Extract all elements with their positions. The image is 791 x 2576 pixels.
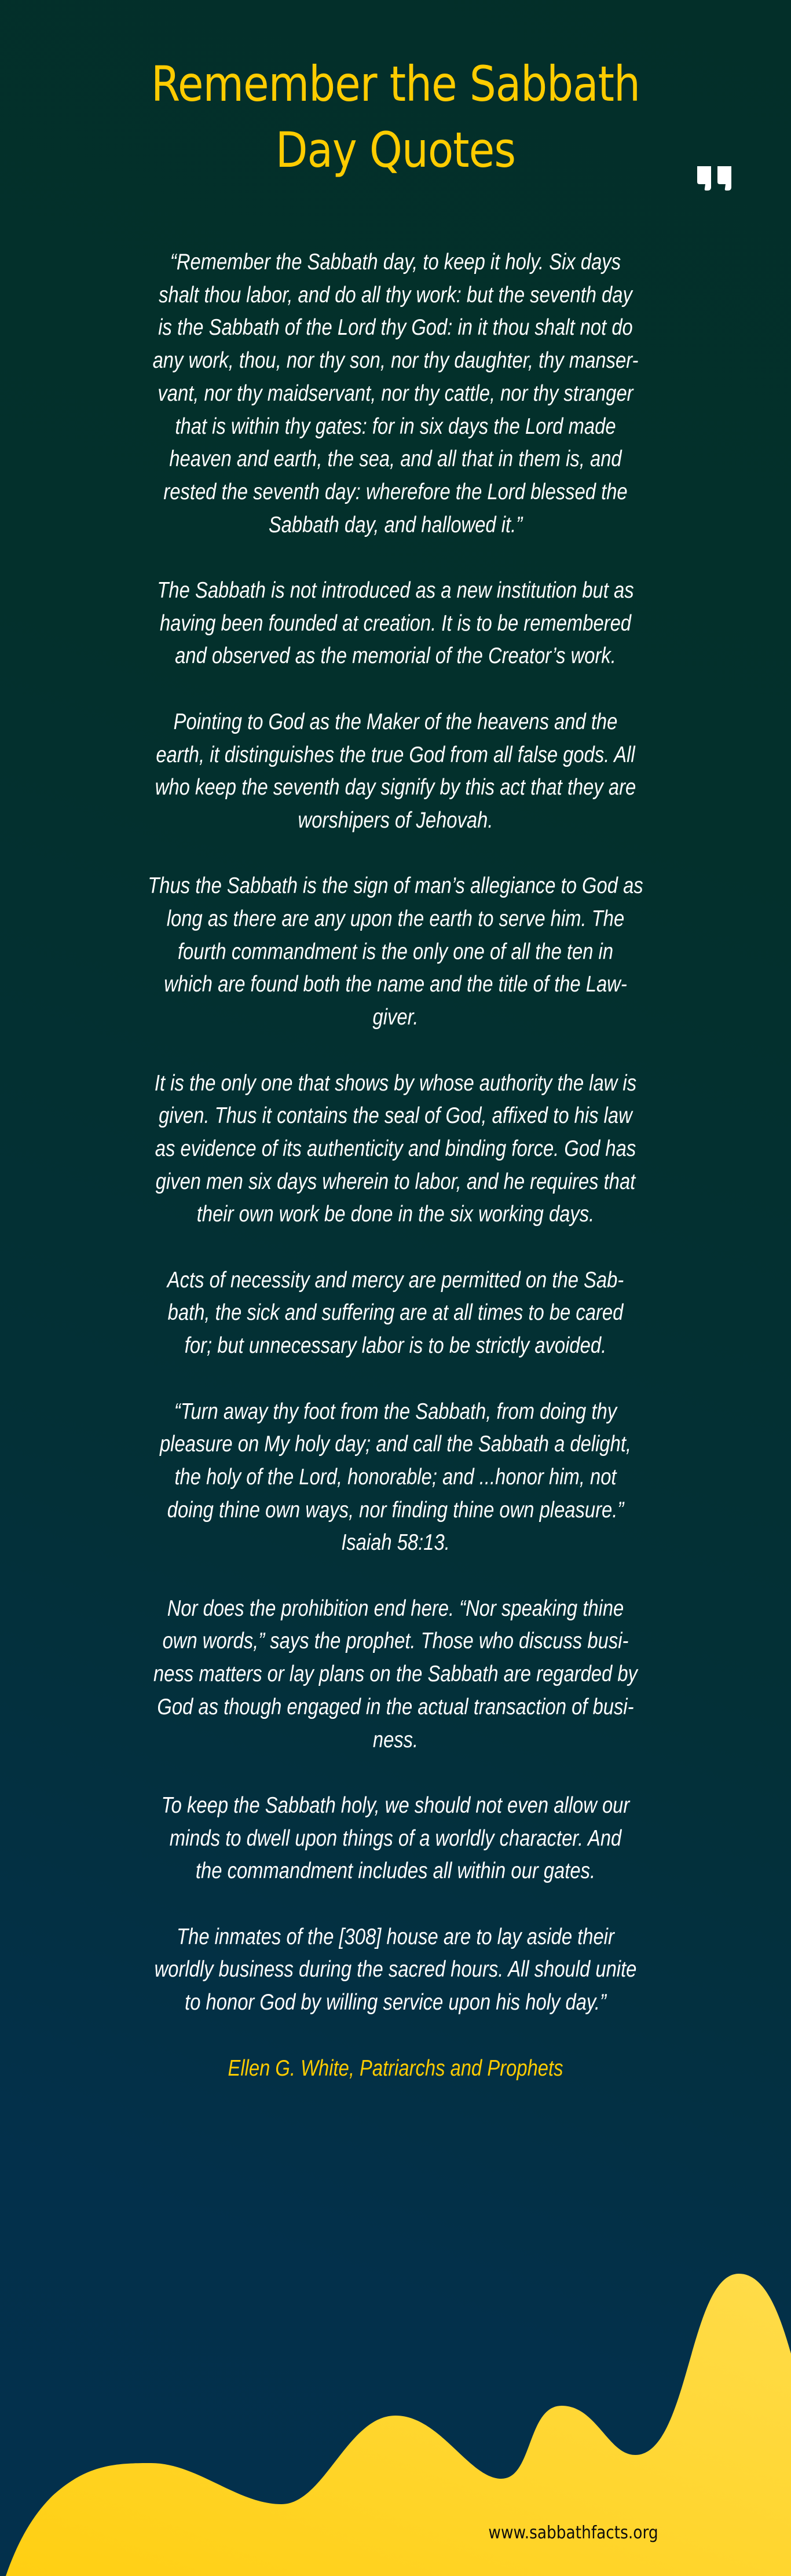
title-line-1: Remember the Sabbath bbox=[151, 56, 640, 112]
author-citation: Ellen G. White, Patriarchs and Prophets bbox=[228, 2055, 563, 2081]
text-line: is the Sabbath of the Lord thy God: in it thou shalt not do bbox=[158, 315, 633, 341]
text-line: for; but unnecessary labor is to be strictly avoided. bbox=[184, 1333, 607, 1359]
text-line: that is within thy gates: for in six days the Lord made bbox=[175, 414, 616, 439]
text-line: “Turn away thy foot from the Sabbath, from doing thy bbox=[174, 1399, 617, 1424]
text-line: own words,” says the prophet. Those who discuss busi- bbox=[162, 1629, 629, 1654]
text-line: Pointing to God as the Maker of the heavens and the bbox=[173, 709, 618, 734]
text-line: given. Thus it contains the seal of God, affixed to his law bbox=[159, 1103, 632, 1129]
paragraph-2 bbox=[77, 575, 714, 673]
paragraph-3 bbox=[77, 706, 714, 837]
text-line: minds to dwell upon things of a worldly character. And bbox=[169, 1825, 622, 1851]
text-line: ness. bbox=[372, 1727, 419, 1752]
text-line: fourth commandment is the only one of all the ten in bbox=[177, 939, 614, 964]
page-title bbox=[56, 51, 736, 183]
text-line: long as there are any upon the earth to serve him. The bbox=[166, 906, 625, 932]
text-line: heaven and earth, the sea, and all that in them is, and bbox=[169, 447, 622, 472]
text-line: having been founded at creation. It is to be remembered bbox=[159, 610, 632, 636]
text-line: worshipers of Jehovah. bbox=[298, 807, 493, 833]
text-line: and observed as the memorial of the Creator’s work. bbox=[175, 643, 616, 669]
website-link[interactable]: www.sabbathfacts.org bbox=[488, 2523, 658, 2543]
text-line: shalt thou labor, and do all thy work: but the seventh day bbox=[159, 282, 632, 308]
text-line: earth, it distinguishes the true God from all false gods. All bbox=[156, 742, 635, 767]
text-line: Acts of necessity and mercy are permitted on the Sab- bbox=[167, 1267, 624, 1293]
text-line: To keep the Sabbath holy, we should not even allow our bbox=[161, 1792, 630, 1818]
text-line: Nor does the prohibition end here. “Nor speaking thine bbox=[167, 1596, 624, 1621]
text-line: The Sabbath is not introduced as a new institution but as bbox=[157, 578, 634, 603]
text-line: “Remember the Sabbath day, to keep it holy. Six days bbox=[170, 250, 621, 275]
text-line: Thus the Sabbath is the sign of man’s allegiance to God as bbox=[148, 873, 643, 899]
text-line: Isaiah 58:13. bbox=[341, 1530, 450, 1556]
paragraph-5 bbox=[77, 1067, 714, 1232]
closing-quote-icon bbox=[697, 166, 732, 191]
paragraph-6 bbox=[77, 1264, 714, 1363]
text-line: The inmates of the [308] house are to lay aside their bbox=[177, 1924, 614, 1949]
paragraph-8 bbox=[77, 1593, 714, 1757]
text-line: given men six days wherein to labor, and he requires that bbox=[155, 1169, 636, 1194]
paragraph-7 bbox=[77, 1396, 714, 1560]
attribution bbox=[77, 2052, 714, 2085]
text-line: rested the seventh day: wherefore the Lord blessed the bbox=[163, 479, 628, 504]
text-line: the commandment includes all within our gates. bbox=[195, 1858, 596, 1884]
quote-body bbox=[77, 246, 714, 2085]
text-line: any work, thou, nor thy son, nor thy daughter, thy manser- bbox=[152, 348, 639, 374]
text-line: bath, the sick and suffering are at all times to be cared bbox=[167, 1300, 624, 1326]
text-line: God as though engaged in the actual transaction of busi- bbox=[157, 1694, 634, 1719]
paragraph-9 bbox=[77, 1790, 714, 1888]
text-line: as evidence of its authenticity and binding force. God has bbox=[155, 1136, 636, 1161]
text-line: who keep the seventh day signify by this act that they are bbox=[155, 775, 636, 800]
paragraph-10 bbox=[77, 1921, 714, 2019]
text-line: ness matters or lay plans on the Sabbath are regarded by bbox=[153, 1662, 638, 1687]
title-line-2: Day Quotes bbox=[275, 122, 516, 178]
text-line: vant, nor thy maidservant, nor thy cattle, nor thy stranger bbox=[158, 380, 633, 406]
text-line: Sabbath day, and hallowed it.” bbox=[268, 512, 523, 537]
paragraph-1 bbox=[77, 246, 714, 541]
text-line: giver. bbox=[372, 1005, 419, 1030]
text-line: their own work be done in the six working days. bbox=[196, 1202, 595, 1227]
paragraph-4 bbox=[77, 870, 714, 1034]
text-line: doing thine own ways, nor finding thine own pleasure.” bbox=[167, 1497, 624, 1523]
text-line: worldly business during the sacred hours. All should unite bbox=[154, 1957, 637, 1982]
text-line: the holy of the Lord, honorable; and ...honor him, not bbox=[174, 1464, 617, 1490]
text-line: to honor God by willing service upon his holy day.” bbox=[185, 1990, 606, 2015]
text-line: pleasure on My holy day; and call the Sabbath a delight, bbox=[159, 1432, 632, 1457]
text-line: which are found both the name and the title of the Law- bbox=[164, 972, 627, 997]
text-line: It is the only one that shows by whose authority the law is bbox=[154, 1070, 637, 1096]
